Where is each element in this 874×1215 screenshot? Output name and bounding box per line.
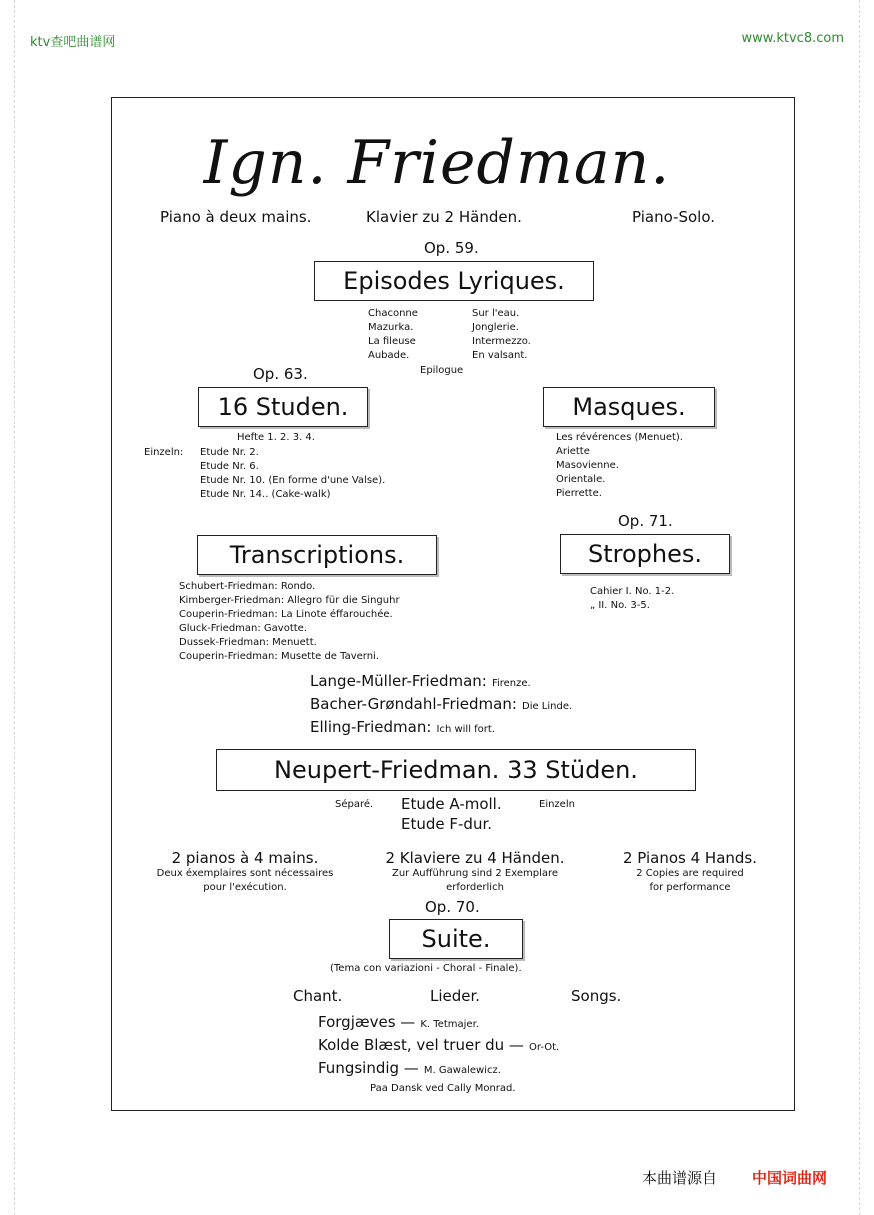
edition-german: Klavier zu 2 Händen. [366,208,522,226]
op63-item: Etude Nr. 6. [200,461,259,472]
transcription-piece: Ich will fort. [436,724,496,735]
op70-subtitle: (Tema con variazioni - Choral - Finale). [330,963,522,974]
transcription-piece: Firenze. [491,678,531,689]
four-hands-head: 2 Klaviere zu 4 Händen. [385,849,565,867]
op63-label: Op. 63. [253,365,308,383]
four-hands-french [130,849,360,895]
song-title: Fungsindig — [318,1059,419,1077]
songs-header-chant: Chant. [293,987,343,1005]
song-item [318,1012,479,1032]
op63-item: Etude Nr. 14.. (Cake-walk) [200,489,331,500]
transcription-line [310,694,572,714]
op59-title: Episodes Lyriques. [343,267,565,295]
four-hands-head: 2 Pianos 4 Hands. [622,849,758,867]
op59-col1 [368,307,418,363]
op59-col2-item: En valsant. [472,350,528,361]
op63-title: 16 Studen. [217,393,349,421]
masques-item: Ariette [556,446,590,457]
transcription-item: Couperin-Friedman: Musette de Taverni. [179,651,380,662]
masques-title: Masques. [572,393,686,421]
neupert-separe: Séparé. [335,799,374,810]
song-title: Kolde Blæst, vel truer du — [318,1036,524,1054]
op63-title-box [198,387,368,427]
op70-title: Suite. [421,925,491,953]
op70-title-box [389,919,523,959]
op63-einzeln: Einzeln: [144,447,184,458]
song-item [318,1035,559,1055]
four-hands-note: erforderlich [446,882,504,893]
transcription-item: Gluck-Friedman: Gavotte. [179,623,308,634]
four-hands-head: 2 pianos à 4 mains. [171,849,319,867]
four-hands-note: pour l'exécution. [203,882,287,893]
song-author: Or-Ot. [529,1042,560,1053]
four-hands-note: Zur Aufführung sind 2 Exemplare [391,868,559,879]
transcription-name: Bacher-Grøndahl-Friedman: [310,695,517,713]
four-hands-note: 2 Copies are required [636,868,744,879]
op71-title: Strophes. [587,540,702,568]
op59-label: Op. 59. [424,239,479,257]
song-author: M. Gawalewicz. [423,1065,501,1076]
op59-col1-item: Chaconne [368,308,418,319]
four-hands-german [360,849,590,895]
op63-items [200,446,385,502]
watermark-bottom-site[interactable]: 中国词曲网 [752,1169,828,1187]
op71-title-box [560,534,730,574]
op71-items [590,585,674,613]
op59-col2-item: Sur l'eau. [472,308,520,319]
op63-item: Etude Nr. 2. [200,447,259,458]
transcription-item: Dussek-Friedman: Menuett. [179,637,317,648]
op59-col2 [472,307,531,363]
masques-items [556,431,683,501]
watermark-top-right[interactable]: www.ktvc8.com [741,31,844,46]
op59-col1-item: La fileuse [368,336,416,347]
op63-hefte: Hefte 1. 2. 3. 4. [237,432,315,443]
op59-col2-item: Jonglerie. [472,322,519,333]
four-hands-english [590,849,790,895]
songs-credit: Paa Dansk ved Cally Monrad. [370,1083,516,1094]
transcription-line [310,671,531,691]
masques-item: Orientale. [556,474,606,485]
transcription-item: Schubert-Friedman: Rondo. [179,581,316,592]
song-title: Forgjæves — [318,1013,416,1031]
four-hands-note: for performance [649,882,731,893]
song-item [318,1058,501,1078]
four-hands-note: Deux éxemplaires sont nécessaires [156,868,334,879]
neupert-etude: Etude F-dur. [401,815,493,833]
op71-label: Op. 71. [618,512,673,530]
op70-label: Op. 70. [425,898,480,916]
op59-title-box [314,261,594,301]
transcription-item: Kimberger-Friedman: Allegro für die Singuhr [179,595,400,606]
transcription-line [310,717,495,737]
masques-item: Pierrette. [556,488,602,499]
op63-item: Etude Nr. 10. (En forme d'une Valse). [200,475,386,486]
song-author: K. Tetmajer. [420,1019,479,1030]
watermark-top-left[interactable]: ktv查吧曲谱网 [30,35,116,50]
neupert-title-box [216,749,696,791]
transcriptions-items [179,580,400,664]
op59-col1-item: Mazurka. [368,322,414,333]
op71-item: Cahier I. No. 1-2. [590,586,675,597]
op59-col1-item: Aubade. [368,350,410,361]
composer-title: Ign. Friedman. [203,128,671,198]
op71-item: „ II. No. 3-5. [590,600,650,611]
transcription-name: Lange-Müller-Friedman: [310,672,487,690]
neupert-etude: Etude A-moll. [401,795,502,813]
masques-item: Masovienne. [556,460,619,471]
masques-item: Les révérences (Menuet). [556,432,683,443]
songs-header-lieder: Lieder. [430,987,481,1005]
transcription-piece: Die Linde. [522,701,573,712]
op59-last: Epilogue [420,365,464,376]
edition-french: Piano à deux mains. [160,208,312,226]
transcriptions-title-box [197,535,437,575]
transcriptions-title: Transcriptions. [229,541,405,569]
op59-col2-item: Intermezzo. [472,336,531,347]
watermark-bottom-source: 本曲谱源自 [642,1169,718,1187]
transcription-item: Couperin-Friedman: La Linote éffarouchée. [179,609,393,620]
transcription-name: Elling-Friedman: [310,718,432,736]
masques-title-box [543,387,715,427]
edition-english: Piano-Solo. [632,208,715,226]
songs-header-songs: Songs. [571,987,622,1005]
neupert-title: Neupert-Friedman. 33 Stüden. [274,756,638,784]
neupert-einzeln: Einzeln [539,799,575,810]
